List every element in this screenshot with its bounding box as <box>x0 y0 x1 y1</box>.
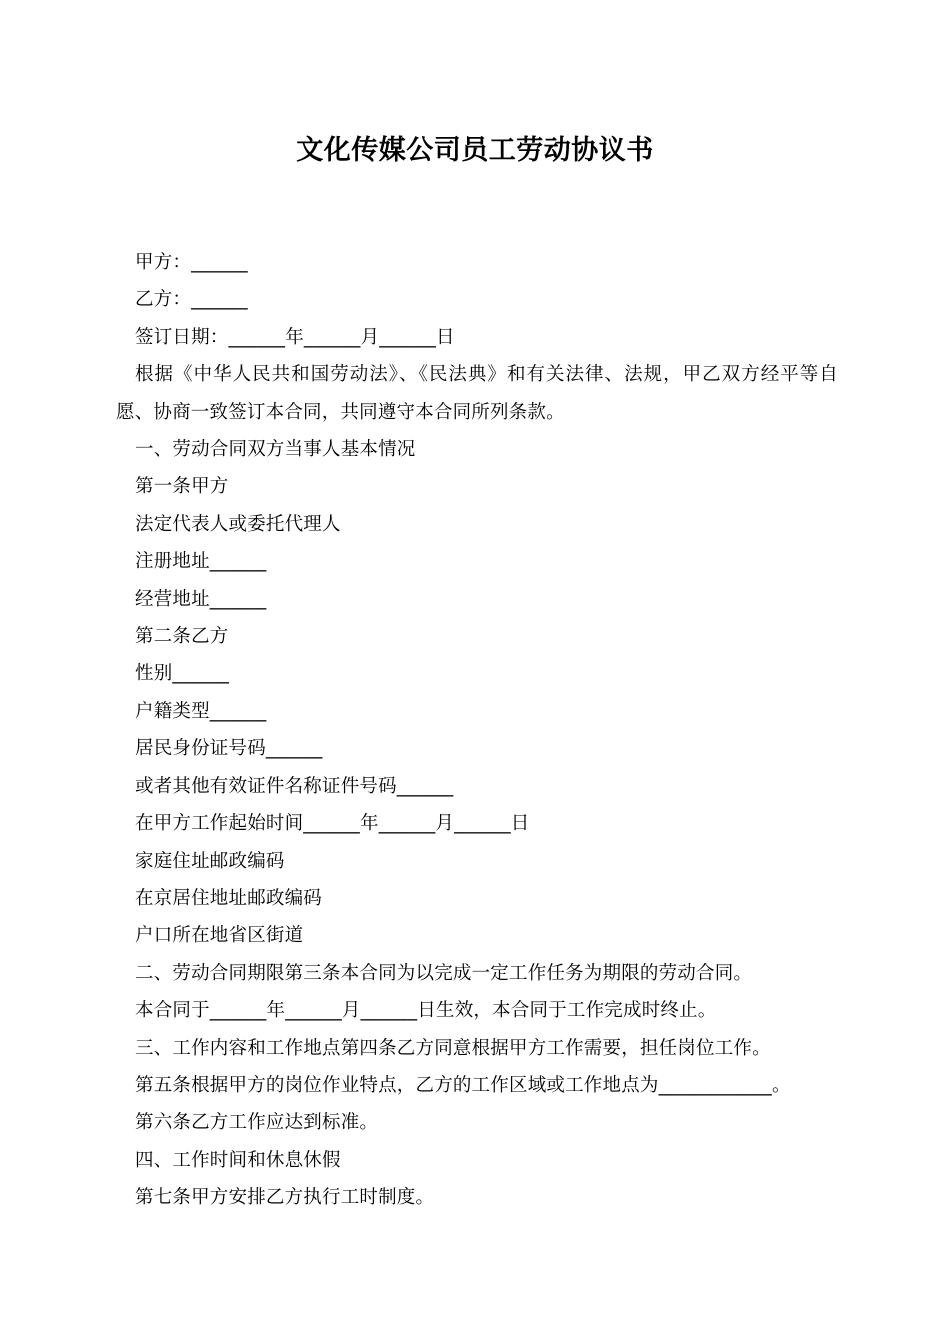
section-heading-4: 四、工作时间和休息休假 <box>135 1149 341 1171</box>
section-heading-1: 一、劳动合同双方当事人基本情况 <box>135 439 416 461</box>
legal-representative-line: 法定代表人或委托代理人 <box>135 513 341 535</box>
beijing-address-line: 在京居住地址邮政编码 <box>135 887 323 909</box>
article-6-line: 第六条乙方工作应达到标准。 <box>135 1112 379 1134</box>
household-type-line: 户籍类型______ <box>135 700 267 722</box>
article-5-line: 第五条根据甲方的岗位作业特点，乙方的工作区域或工作地点为____________。 <box>135 1074 791 1096</box>
preamble-paragraph: 根据《中华人民共和国劳动法》、《民法典》和有关法律、法规，甲乙双方经平等自愿、协商一致签订本合同，共同遵守本合同所列条款。 <box>116 364 838 423</box>
id-number-line: 居民身份证号码______ <box>135 738 323 760</box>
hukou-location-line: 户口所在地省区街道 <box>135 925 304 947</box>
article-7-line: 第七条甲方安排乙方执行工时制度。 <box>135 1187 435 1209</box>
party-a-line: 甲方：______ <box>135 252 248 273</box>
business-address-line: 经营地址______ <box>135 588 267 610</box>
article-1-heading: 第一条甲方 <box>135 476 229 498</box>
start-date-line: 在甲方工作起始时间______年______月______日 <box>135 813 530 835</box>
home-address-line: 家庭住址邮政编码 <box>135 850 285 872</box>
party-b-line: 乙方：______ <box>135 289 248 311</box>
section-heading-3: 三、工作内容和工作地点第四条乙方同意根据甲方工作需要，担任岗位工作。 <box>135 1037 771 1059</box>
signing-date-line: 签订日期：______年______月______日 <box>135 326 455 348</box>
effective-date-line: 本合同于______年______月______日生效，本合同于工作完成时终止。 <box>135 1000 717 1022</box>
section-heading-2: 二、劳动合同期限第三条本合同为以完成一定工作任务为期限的劳动合同。 <box>135 962 753 984</box>
registered-address-line: 注册地址______ <box>135 551 267 573</box>
document-body <box>116 244 838 1217</box>
document-title: 文化传媒公司员工劳动协议书 <box>296 135 654 166</box>
article-2-heading: 第二条乙方 <box>135 626 229 648</box>
gender-line: 性别______ <box>135 663 230 685</box>
other-id-line: 或者其他有效证件名称证件号码______ <box>135 775 454 797</box>
